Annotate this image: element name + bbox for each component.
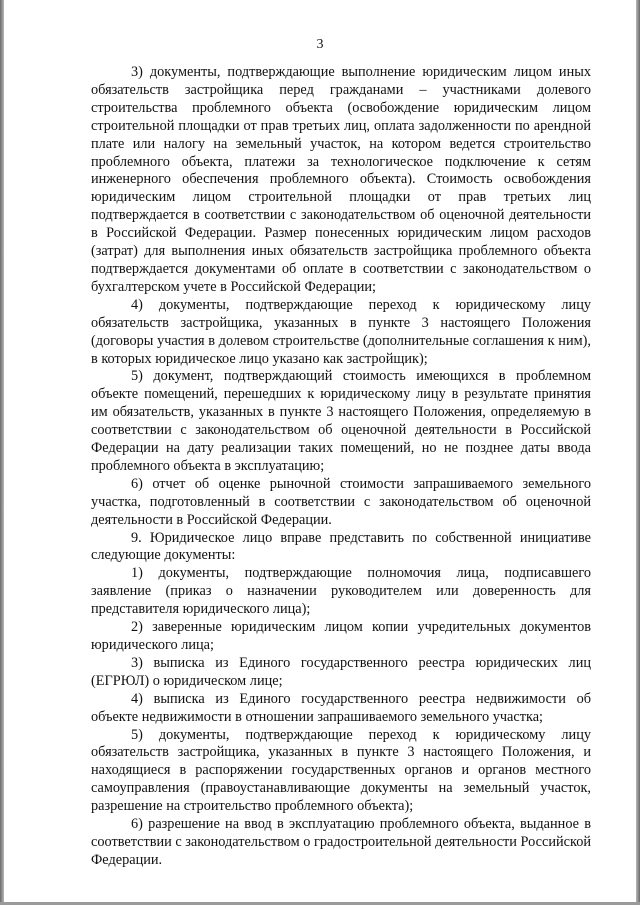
page-number: 3 bbox=[316, 37, 324, 52]
scan-edge-right bbox=[636, 0, 640, 905]
paragraph-sub-3-egrul: 3) выписка из Единого государственного реестра юридических лиц (ЕГРЮЛ) о юридическом лице; bbox=[91, 654, 591, 689]
paragraph-item-3-documents: 3) документы, подтверждающие выполнение юридическим лицом иных обязательств застройщика перед гражданами – участниками долевого строительства проблемного объекта (освобождение юридическим лицом строительной площадки от прав третьих лиц, оплата задолженности по арендной плате или налогу на земельный участок, на котором ведется строительство проблемного объекта, платежи за технологическое подключение к сетям инженерного обеспечения проблемного объекта). Стоимость освобождения юридическим лицом строительной площадки от прав третьих лиц подтверждается в соответствии с законодательством об оценочной деятельности в Российской Федерации. Размер понесенных юридическим лицом расходов (затрат) для выполнения иных обязательств застройщика проблемного объекта подтверждается документами об оплате в соответствии с законодательством о бухгалтерском учете в Российской Федерации; bbox=[91, 64, 591, 295]
paragraph-sub-4-egrn: 4) выписка из Единого государственного реестра недвижимости об объекте недвижимости в отношении запрашиваемого земельного участка; bbox=[91, 690, 591, 725]
paragraph-sub-2-charter-copies: 2) заверенные юридическим лицом копии учредительных документов юридического лица; bbox=[91, 619, 591, 653]
paragraph-clause-9: 9. Юридическое лицо вправе представить по собственной инициативе следующие документы: bbox=[91, 529, 591, 564]
scan-edge-left bbox=[0, 0, 4, 905]
paragraph-item-4-documents: 4) документы, подтверждающие переход к юридическому лицу обязательств застройщика, указанных в пункте 3 настоящего Положения (договоры участия в долевом строительстве (дополнительные соглашения к ним), в которых юридическое лицо указано как застройщик); bbox=[91, 296, 591, 367]
paragraph-item-5-document: 5) документ, подтверждающий стоимость имеющихся в проблемном объекте помещений, перешедших к юридическому лицу в результате принятия им обязательств, указанных в пункте 3 настоящего Положения, определяемую в соответствии с законодательством об оценочной деятельности в Российской Федерации на дату реализации таких помещений, но не позднее даты ввода проблемного объекта в эксплуатацию; bbox=[91, 368, 591, 474]
paragraph-sub-6-commissioning: 6) разрешение на ввод в эксплуатацию проблемного объекта, выданное в соответствии с законодательством о градостроительной деятельности Российской Федерации. bbox=[91, 816, 591, 868]
paragraph-item-6-report: 6) отчет об оценке рыночной стоимости запрашиваемого земельного участка, подготовленный в соответствии с законодательством об оценочной деятельности в Российской Федерации. bbox=[91, 475, 591, 528]
paragraph-sub-1-authority: 1) документы, подтверждающие полномочия лица, подписавшего заявление (приказ о назначении руководителем или доверенность для представителя юридического лица); bbox=[91, 565, 591, 618]
paragraph-sub-5-obligations: 5) документы, подтверждающие переход к юридическому лицу обязательств застройщика, указанных в пункте 3 настоящего Положения, и находящиеся в распоряжении государственных органов и органов местного самоуправления (правоустанавливающие документы на земельный участок, разрешение на строительство проблемного объекта); bbox=[91, 726, 591, 815]
document-body bbox=[91, 64, 591, 870]
